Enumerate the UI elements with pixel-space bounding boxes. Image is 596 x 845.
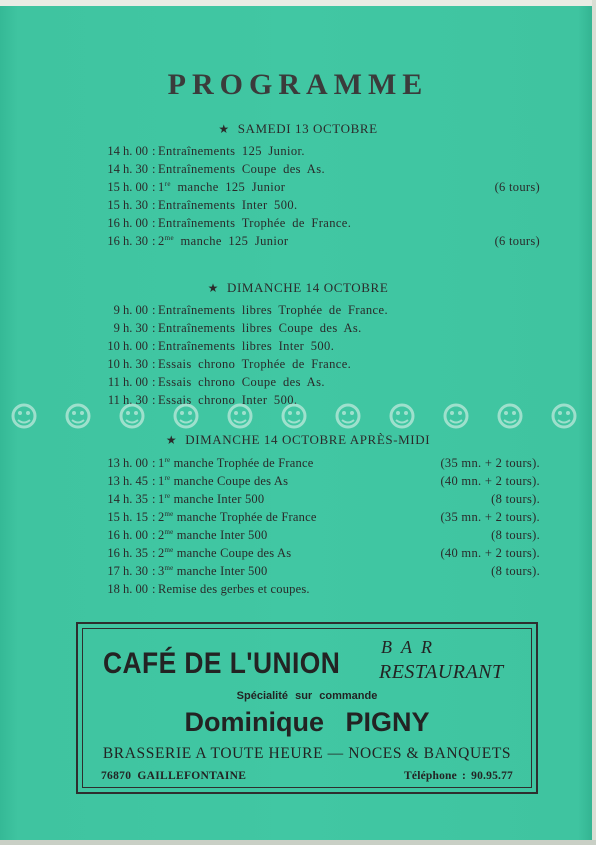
row-colon: : [152,474,156,488]
row-description [158,337,334,355]
row-description [158,196,298,214]
schedule-row [0,562,596,580]
row-description-text: Entraînements Trophée de France. [158,216,352,230]
manche-number: 1 [158,456,165,470]
paper-edge-top [0,0,596,6]
row-time: 14 h. 00 [107,144,148,158]
row-description-text: manche Coupe des As [173,474,289,488]
manche-number: 2 [158,234,165,248]
row-description [158,391,297,409]
manche-number: 3 [158,564,165,578]
schedule-row [0,391,596,409]
row-colon: : [152,546,156,560]
row-time: 10 h. 00 [107,339,148,353]
row-time: 15 h. 30 [107,198,148,212]
row-description [158,160,325,178]
row-description-text: manche Trophée de France [173,456,314,470]
ordinal-suffix: re [164,180,171,188]
row-description [158,355,351,373]
schedule-row [0,214,596,232]
schedule-row [0,319,596,337]
row-colon: : [152,492,156,506]
row-description-text: Entraînements Inter 500. [158,198,298,212]
ordinal-suffix: me [164,234,175,242]
schedule-row [0,544,596,562]
schedule-row [0,196,596,214]
row-time: 9 h. 30 [113,321,148,335]
specialite-line: Spécialité sur commande [236,690,378,702]
row-colon: : [152,321,156,335]
schedule-row [0,526,596,544]
manche-number: 1 [158,492,165,506]
row-time: 13 h. 45 [107,474,148,488]
row-description [158,373,325,391]
row-time: 9 h. 00 [113,303,148,317]
row-time: 10 h. 30 [107,357,148,371]
ad-inner-border [82,628,532,788]
row-description-text: manche 125 Junior [177,180,286,194]
manche-number: 1 [158,474,165,488]
row-description-text: Entraînements libres Trophée de France. [158,303,388,317]
brasserie-line: BRASSERIE A TOUTE HEURE — NOCES & BANQUETS [102,745,512,762]
owner-name: Dominique PIGNY [184,707,430,737]
row-description-text: Essais chrono Inter 500. [158,393,298,407]
row-colon: : [152,357,156,371]
star-icon: ★ [218,122,230,136]
row-colon: : [152,303,156,317]
row-colon: : [152,510,156,524]
row-description-text: manche Trophée de France [176,510,317,524]
schedule-row [0,337,596,355]
row-colon: : [152,375,156,389]
row-colon: : [152,456,156,470]
row-colon: : [152,582,156,596]
row-description-text: manche 125 Junior [180,234,289,248]
star-icon: ★ [207,281,219,295]
row-duration: (8 tours). [491,528,540,542]
row-duration: (40 mn. + 2 tours). [440,546,540,560]
row-duration: (40 mn. + 2 tours). [440,474,540,488]
row-description-text: manche Coupe des As [176,546,292,560]
row-colon: : [152,180,156,194]
star-icon: ★ [165,433,178,447]
row-duration: (6 tours) [494,234,540,248]
row-description-text: Entraînements Coupe des As. [158,162,325,176]
row-description [158,472,288,490]
schedule-row [0,472,596,490]
schedule-row [0,160,596,178]
row-description [158,490,264,508]
row-description-text: Essais chrono Coupe des As. [158,375,325,389]
schedule-row [0,490,596,508]
row-description-text: Entraînements libres Coupe des As. [158,321,362,335]
row-duration: (35 mn. + 2 tours). [440,510,540,524]
manche-number: 2 [158,528,165,542]
row-description [158,232,288,250]
row-time: 16 h. 00 [107,528,148,542]
row-description-text: manche Inter 500 [173,492,265,506]
row-time: 14 h. 30 [107,162,148,176]
manche-number: 1 [158,180,165,194]
row-duration: (6 tours) [494,180,540,194]
ordinal-suffix: re [164,492,171,500]
schedule-row [0,355,596,373]
row-time: 16 h. 35 [107,546,148,560]
row-description [158,544,291,562]
row-description [158,580,310,598]
schedule-row [0,508,596,526]
schedule-row [0,580,596,598]
row-time: 16 h. 30 [107,234,148,248]
phone-number: Téléphone : 90.95.77 [404,770,513,782]
row-colon: : [152,162,156,176]
section-heading-dimanche-apres-midi: ★ DIMANCHE 14 OCTOBRE APRÈS-MIDI [165,432,431,447]
paper-edge-bottom [0,840,596,845]
row-time: 16 h. 00 [107,216,148,230]
page-title: PROGRAMME [167,68,429,101]
manche-number: 2 [158,510,165,524]
row-description-text: Essais chrono Trophée de France. [158,357,352,371]
row-time: 11 h. 00 [107,375,148,389]
manche-number: 2 [158,546,165,560]
bar-label: BAR [381,637,441,657]
ordinal-suffix: re [164,456,171,464]
row-time: 15 h. 15 [107,510,148,524]
row-colon: : [152,339,156,353]
row-description-text: Entraînements 125 Junior. [158,144,305,158]
row-description [158,454,313,472]
row-description-text: manche Inter 500 [176,528,268,542]
row-time: 17 h. 30 [107,564,148,578]
cafe-name: CAFÉ DE L'UNION [103,647,341,680]
row-time: 13 h. 00 [107,456,148,470]
row-colon: : [152,393,156,407]
row-colon: : [152,144,156,158]
section-heading-samedi: ★ SAMEDI 13 OCTOBRE [218,121,378,136]
row-description [158,508,317,526]
row-duration: (35 mn. + 2 tours). [440,456,540,470]
ordinal-suffix: me [164,564,174,572]
row-colon: : [152,234,156,248]
row-duration: (8 tours). [491,564,540,578]
ordinal-suffix: me [164,510,174,518]
row-description-text: Remise des gerbes et coupes. [158,582,310,596]
row-description [158,562,267,580]
row-time: 18 h. 00 [107,582,148,596]
row-description [158,526,267,544]
address: 76870 GAILLEFONTAINE [101,770,247,782]
ordinal-suffix: me [164,528,174,536]
schedule-row [0,178,596,196]
row-description [158,214,351,232]
schedule-row [0,232,596,250]
row-colon: : [152,198,156,212]
row-description-text: Entraînements libres Inter 500. [158,339,335,353]
row-colon: : [152,216,156,230]
row-colon: : [152,564,156,578]
row-time: 14 h. 35 [107,492,148,506]
restaurant-label: RESTAURANT [379,661,504,683]
schedule-row [0,301,596,319]
row-colon: : [152,528,156,542]
row-description [158,142,305,160]
row-description-text: manche Inter 500 [176,564,268,578]
cafe-advertisement [76,622,538,794]
schedule-row [0,142,596,160]
section-heading-dimanche: ★ DIMANCHE 14 OCTOBRE [207,280,389,295]
schedule-row [0,373,596,391]
ordinal-suffix: re [164,474,171,482]
schedule-row [0,454,596,472]
row-description [158,319,362,337]
row-description [158,301,388,319]
row-duration: (8 tours). [491,492,540,506]
row-time: 15 h. 00 [107,180,148,194]
row-time: 11 h. 30 [107,393,148,407]
row-description [158,178,285,196]
ordinal-suffix: me [164,546,174,554]
